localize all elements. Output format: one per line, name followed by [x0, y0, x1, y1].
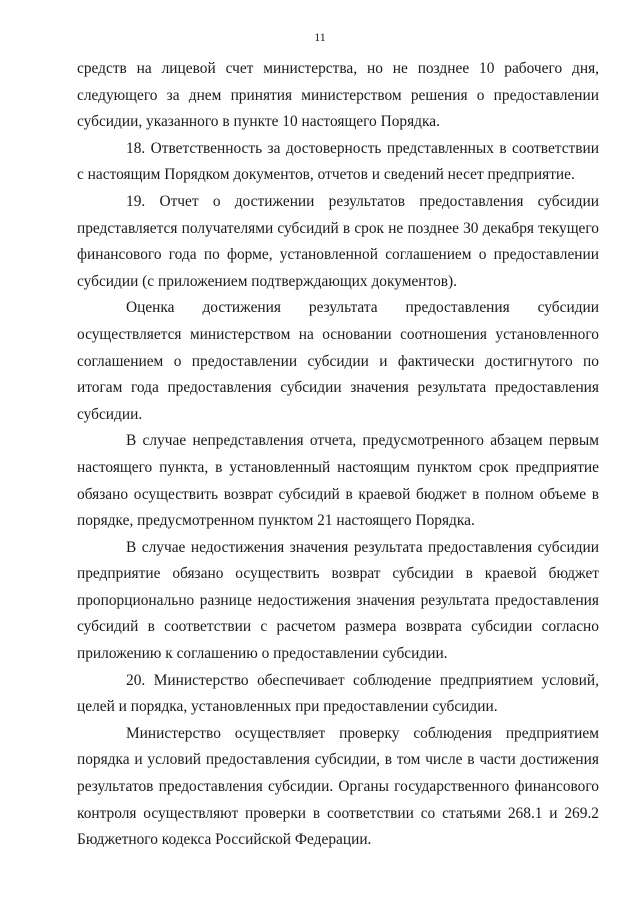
paragraph-18: 18. Ответственность за достоверность представленных в соответствии с настоящим Порядком документов, отчетов и сведений несет предприятие.	[77, 139, 599, 184]
paragraph-20: 20. Министерство обеспечивает соблюдение предприятием условий, целей и порядка, установленных при предоставлении субсидии.	[77, 671, 599, 716]
paragraph-report-failure: В случае непредставления отчета, предусмотренного абзацем первым настоящего пункта, в установленный настоящим пунктом срок предприятие обязано осуществить возврат субсидий в краевой бюджет в полном объеме в порядке, предусмотренном пунктом 21 настоящего Порядка.	[77, 432, 599, 530]
paragraph-19: 19. Отчет о достижении результатов предоставления субсидии представляется получателями субсидий в срок не позднее 30 декабря текущего финансового года по форме, установленной соглашением о предоставлении субсидии (с приложением подтверждающих документов).	[77, 192, 599, 290]
paragraph-continuation: средств на лицевой счет министерства, но не позднее 10 рабочего дня, следующего за днем принятия министерством решения о предоставлении субсидии, указанного в пункте 10 настоящего Порядка.	[77, 60, 599, 131]
document-body	[77, 56, 599, 854]
page-number: 11	[314, 30, 326, 44]
paragraph-audit: Министерство осуществляет проверку соблюдения предприятием порядка и условий предоставления субсидии, в том числе в части достижения результатов предоставления субсидии. Органы государственного финансового контроля осуществляют проверки в соответствии со статьями 268.1 и 269.2 Бюджетного кодекса Российской Федерации.	[77, 724, 599, 849]
paragraph-result-failure: В случае недостижения значения результата предоставления субсидии предприятие обязано осуществить возврат субсидии в краевой бюджет пропорционально разнице недостижения значения результата предоставления субсидий в соответствии с расчетом размера возврата субсидии согласно приложению к соглашению о предоставлении субсидии.	[77, 538, 599, 663]
paragraph-assessment: Оценка достижения результата предоставления субсидии осуществляется министерством на основании соотношения установленного соглашением о предоставлении субсидии и фактически достигнутого по итогам года предоставления субсидии значения результата предоставления субсидии.	[77, 299, 599, 423]
